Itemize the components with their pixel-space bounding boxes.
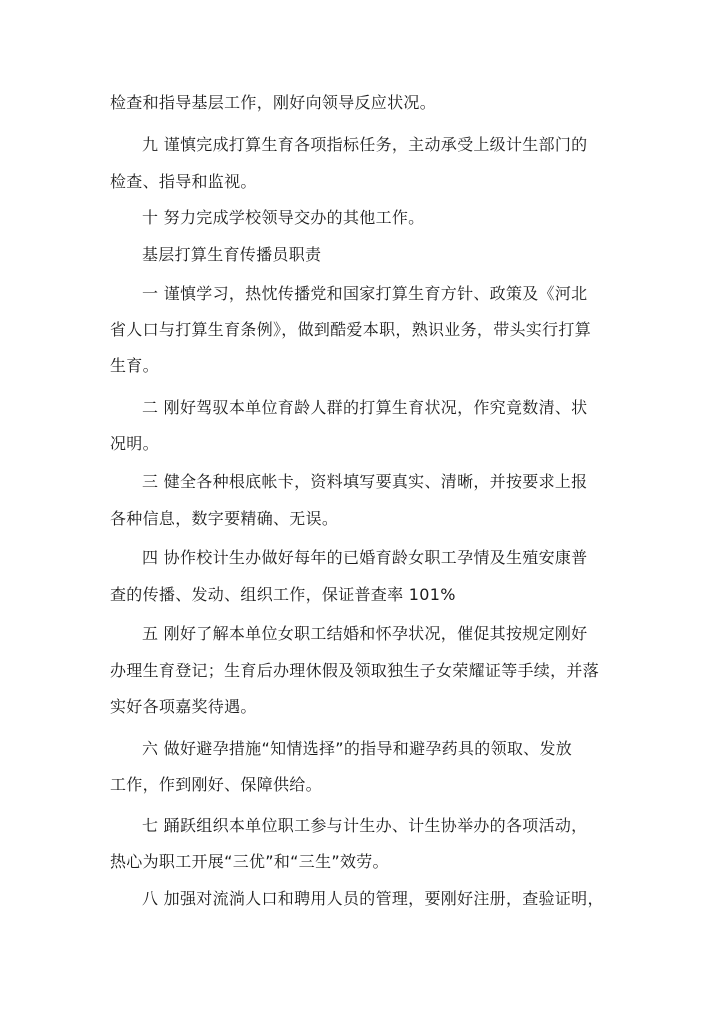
text-line: 办理生育登记；生育后办理休假及领取独生子女荣耀证等手续，并落	[110, 661, 600, 680]
text-line: 热心为职工开展“三优”和“三生”效劳。	[110, 852, 389, 871]
text-line: 七 踊跃组织本单位职工参与计生办、计生协举办的各项活动，	[142, 816, 588, 835]
text-line: 一 谨慎学习，热忱传播党和国家打算生育方针、政策及《河北	[142, 284, 588, 303]
text-line: 工作，作到刚好、保障供给。	[110, 775, 322, 794]
text-line: 三 健全各种根底帐卡，资料填写要真实、清晰，并按要求上报	[142, 472, 588, 491]
text-line: 检查、指导和监视。	[110, 172, 257, 191]
section-heading: 基层打算生育传播员职责	[142, 245, 322, 264]
text-line: 况明。	[110, 434, 159, 453]
text-line: 实好各项嘉奖待遇。	[110, 697, 257, 716]
text-line: 检查和指导基层工作，刚好向领导反应状况。	[110, 93, 437, 112]
text-line: 各种信息，数字要精确、无误。	[110, 509, 339, 528]
text-line: 二 刚好驾驭本单位育龄人群的打算生育状况，作究竟数清、状	[142, 398, 588, 417]
text-line: 九 谨慎完成打算生育各项指标任务，主动承受上级计生部门的	[142, 135, 588, 154]
text-line: 八 加强对流淌人口和聘用人员的管理，要刚好注册，查验证明，	[142, 889, 604, 908]
text-line: 六 做好避孕措施“知情选择”的指导和避孕药具的领取、发放	[142, 739, 573, 758]
text-line: 十 努力完成学校领导交办的其他工作。	[142, 208, 425, 227]
text-line: 省人口与打算生育条例》，做到酷爱本职，熟识业务，带头实行打算	[110, 320, 592, 339]
text-line: 查的传播、发动、组织工作，保证普查率 101%	[110, 585, 456, 604]
text-line: 五 刚好了解本单位女职工结婚和怀孕状况，催促其按规定刚好	[142, 624, 588, 643]
text-line: 生育。	[110, 356, 159, 375]
text-line: 四 协作校计生办做好每年的已婚育龄女职工孕情及生殖安康普	[142, 548, 588, 567]
